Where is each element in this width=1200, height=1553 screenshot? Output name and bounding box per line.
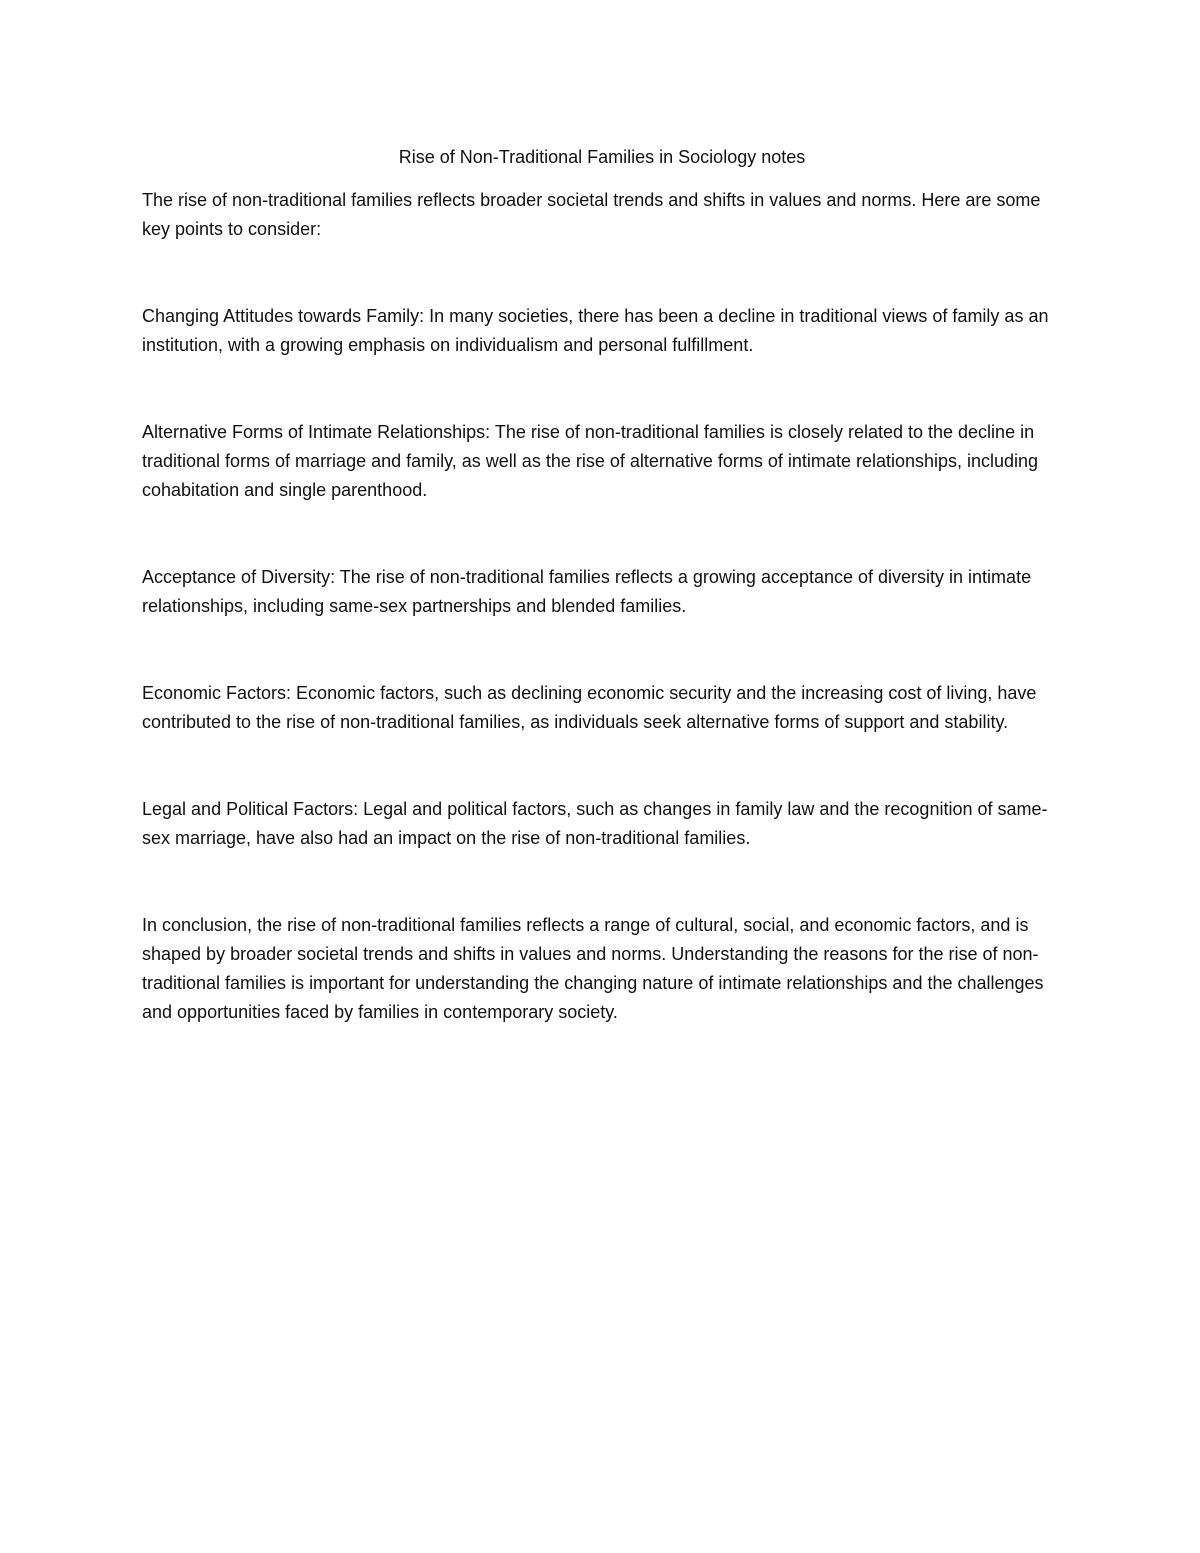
paragraph-spacer <box>142 505 1062 563</box>
document-title: Rise of Non-Traditional Families in Sociology notes <box>398 147 806 167</box>
paragraph-spacer <box>142 360 1062 418</box>
paragraph-spacer <box>142 853 1062 911</box>
paragraph-spacer <box>142 244 1062 302</box>
section-legal-political-factors: Legal and Political Factors: Legal and political factors, such as changes in family law and the recognition of same-sex marriage, have also had an impact on the rise of non-traditional families. <box>142 799 1048 848</box>
conclusion-paragraph: In conclusion, the rise of non-traditional families reflects a range of cultural, social, and economic factors, and is shaped by broader societal trends and shifts in values and norms. Understanding the reasons for the rise of non-traditional families is important for understanding the changing nature of intimate relationships and the challenges and opportunities faced by families in contemporary society. <box>142 915 1044 1022</box>
paragraph-spacer <box>142 621 1062 679</box>
intro-paragraph: The rise of non-traditional families reflects broader societal trends and shifts in values and norms. Here are some key points to consider: <box>142 190 1041 239</box>
section-economic-factors: Economic Factors: Economic factors, such as declining economic security and the increasing cost of living, have contributed to the rise of non-traditional families, as individuals seek alternative forms of support and stability. <box>142 683 1037 732</box>
section-alternative-forms: Alternative Forms of Intimate Relationships: The rise of non-traditional families is closely related to the decline in traditional forms of marriage and family, as well as the rise of alternative forms of intimate relationships, including cohabitation and single parenthood. <box>142 422 1039 500</box>
paragraph-spacer <box>142 737 1062 795</box>
section-changing-attitudes: Changing Attitudes towards Family: In many societies, there has been a decline in traditional views of family as an institution, with a growing emphasis on individualism and personal fulfillment. <box>142 306 1049 355</box>
section-acceptance-of-diversity: Acceptance of Diversity: The rise of non-traditional families reflects a growing acceptance of diversity in intimate relationships, including same-sex partnerships and blended families. <box>142 567 1032 616</box>
document-body <box>142 143 1062 1027</box>
